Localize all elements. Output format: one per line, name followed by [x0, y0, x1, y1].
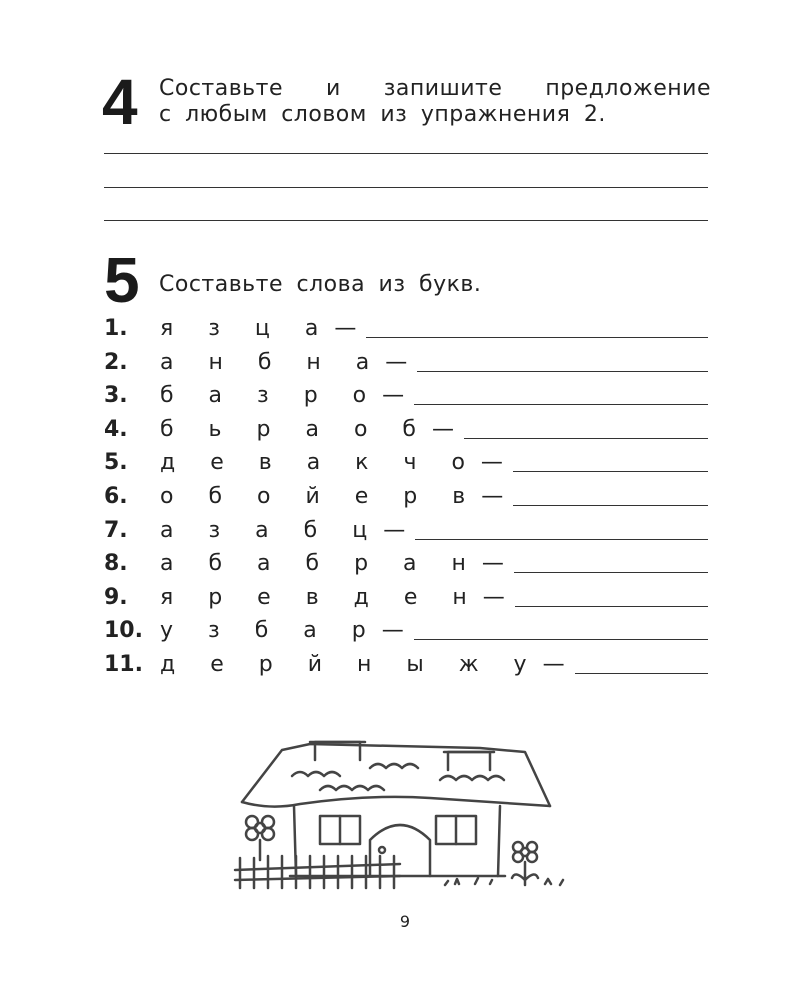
- task-4-text-line-2: с любым словом из упражнения 2.: [159, 102, 606, 127]
- answer-blank[interactable]: [513, 471, 708, 472]
- scrambled-letters: б а з р о: [160, 383, 381, 409]
- scrambled-letters: а н б н а: [160, 349, 384, 375]
- answer-blank[interactable]: [366, 337, 708, 338]
- answer-blank[interactable]: [414, 639, 708, 640]
- scramble-row: [104, 512, 708, 544]
- scramble-row: [104, 377, 708, 409]
- answer-blank[interactable]: [575, 673, 708, 674]
- item-number: 10.: [104, 618, 143, 644]
- item-number: 3.: [104, 383, 128, 409]
- answer-blank[interactable]: [417, 371, 708, 372]
- answer-blank[interactable]: [513, 505, 708, 506]
- answer-line[interactable]: [104, 153, 708, 154]
- item-number: 1.: [104, 316, 128, 341]
- answer-line[interactable]: [104, 187, 708, 188]
- task-4-word: Составьте: [159, 76, 283, 101]
- answer-blank[interactable]: [515, 606, 708, 607]
- house-illustration: [230, 730, 580, 900]
- item-dash: —: [334, 316, 357, 341]
- scramble-row: [104, 444, 708, 476]
- scrambled-letters: б ь р а о б: [160, 416, 430, 442]
- scrambled-letters: о б о й е р в: [160, 484, 480, 509]
- item-number: 7.: [104, 517, 128, 543]
- answer-blank[interactable]: [514, 572, 708, 573]
- scrambled-letters: я з ц а: [160, 316, 333, 341]
- item-number: 2.: [104, 349, 128, 375]
- page-number: 9: [399, 912, 411, 931]
- task-5-number: 5: [104, 244, 140, 316]
- scrambled-letters: а з а б ц: [160, 517, 382, 543]
- item-dash: —: [385, 349, 408, 375]
- scramble-row: [104, 478, 708, 510]
- answer-blank[interactable]: [464, 438, 708, 439]
- task-5-instruction: Составьте слова из букв.: [159, 272, 482, 297]
- scrambled-letters: а б а б р а н: [160, 551, 480, 577]
- item-dash: —: [431, 416, 454, 442]
- scramble-row: [104, 612, 708, 644]
- scramble-row: [104, 545, 708, 577]
- item-number: 5.: [104, 450, 128, 476]
- item-dash: —: [542, 652, 565, 677]
- item-number: 6.: [104, 484, 128, 509]
- task-4-text-line-1: [159, 76, 711, 102]
- item-number: 9.: [104, 584, 128, 610]
- item-number: 11.: [104, 652, 143, 677]
- item-dash: —: [383, 517, 406, 543]
- item-dash: —: [480, 450, 503, 476]
- item-dash: —: [481, 551, 504, 577]
- scramble-row: [104, 646, 708, 678]
- item-dash: —: [382, 383, 405, 409]
- scrambled-letters: я р е в д е н: [160, 584, 481, 610]
- answer-line[interactable]: [104, 220, 708, 221]
- item-dash: —: [482, 584, 505, 610]
- item-number: 4.: [104, 416, 128, 442]
- task-4-number: 4: [102, 66, 138, 138]
- scramble-row: [104, 411, 708, 443]
- task-4-word: запишите: [383, 76, 503, 101]
- item-dash: —: [381, 618, 404, 644]
- scrambled-letters: д е р й н ы ж у: [160, 652, 541, 677]
- answer-blank[interactable]: [414, 404, 708, 405]
- scrambled-letters: д е в а к ч о: [160, 450, 479, 476]
- task-4-word: и: [325, 76, 341, 101]
- scrambled-letters: у з б а р: [160, 618, 380, 644]
- scramble-row: [104, 344, 708, 376]
- scramble-row: [104, 579, 708, 611]
- answer-blank[interactable]: [415, 539, 708, 540]
- item-number: 8.: [104, 551, 128, 577]
- item-dash: —: [481, 484, 504, 509]
- task-4-word: предложение: [545, 76, 711, 101]
- scramble-row: [104, 310, 708, 342]
